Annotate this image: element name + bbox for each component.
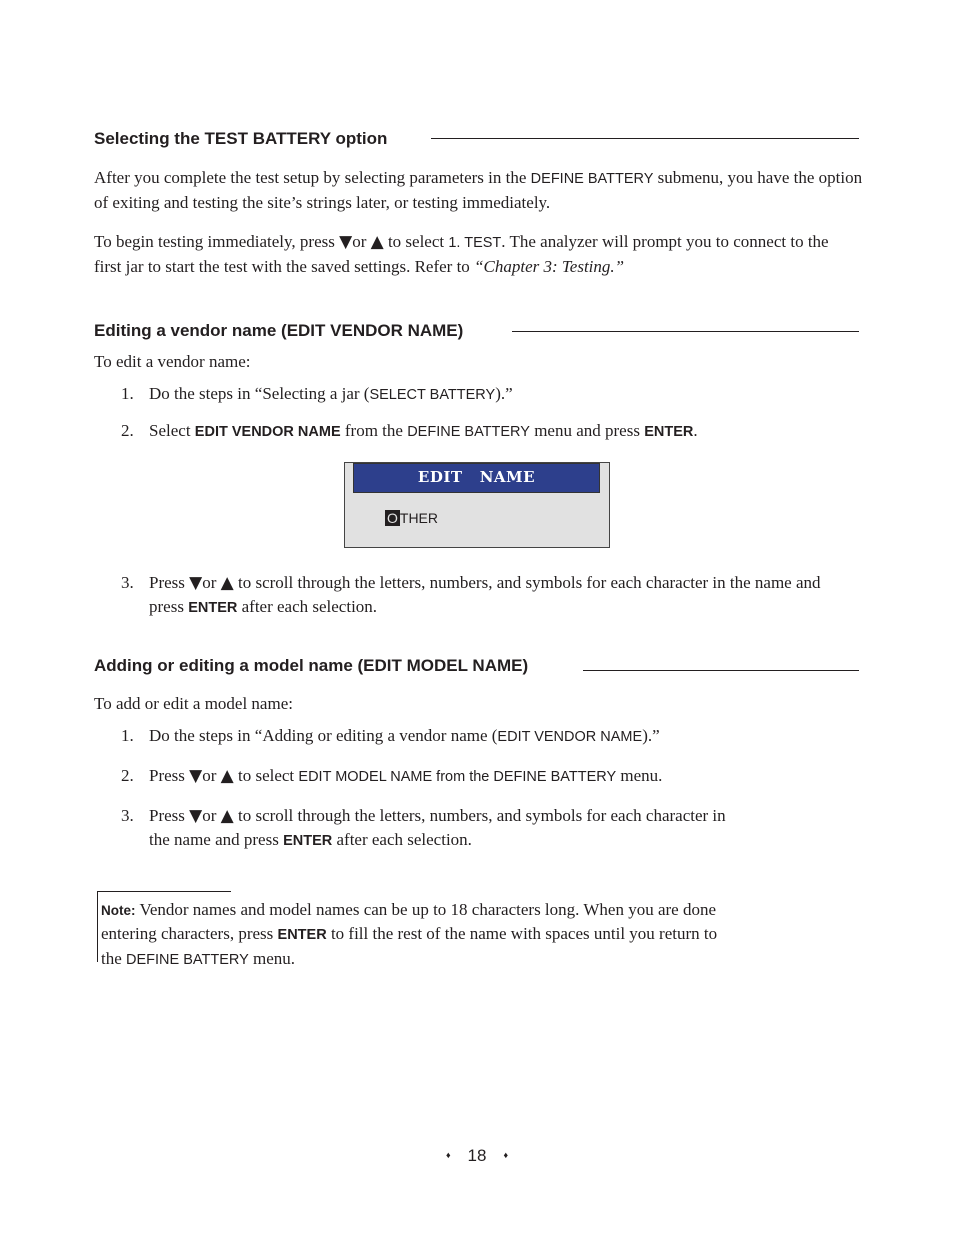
down-arrow-icon: ▼	[189, 766, 203, 786]
menu-name: SELECT BATTERY	[369, 387, 496, 403]
name-text: THER	[399, 510, 439, 526]
text: after each selection.	[332, 830, 472, 849]
up-arrow-icon: ▲	[220, 573, 234, 593]
key-name: ENTER	[277, 927, 327, 943]
step-number: 1.	[121, 726, 134, 745]
section-heading-edit-vendor-name: Editing a vendor name (EDIT VENDOR NAME)	[94, 321, 464, 340]
paragraph-begin-testing	[94, 230, 834, 278]
step-number: 1.	[121, 384, 134, 403]
menu-option: 1. TEST	[448, 235, 502, 251]
text: Vendor names and model names can be up to 18 characters long. When you are done entering characters, press	[101, 900, 716, 943]
step-number: 2.	[121, 766, 134, 785]
name-field-value	[385, 509, 438, 527]
step-text	[149, 804, 729, 853]
intro-edit-vendor: To edit a vendor name:	[94, 352, 251, 371]
step-text	[149, 419, 849, 444]
analyzer-screen	[344, 462, 610, 548]
menu-option: EDIT MODEL NAME from the DEFINE BATTERY	[298, 769, 617, 785]
menu-option: EDIT VENDOR NAME	[194, 424, 341, 440]
text: menu.	[616, 766, 663, 785]
text: Do the steps in “Adding or editing a vendor name (	[149, 726, 498, 745]
key-name: ENTER	[188, 600, 238, 616]
step-text	[149, 571, 839, 620]
up-arrow-icon: ▲	[220, 766, 234, 786]
heading-rule	[583, 670, 859, 671]
text: to select	[383, 232, 449, 251]
text: or	[202, 766, 221, 785]
text-cursor: O	[387, 510, 398, 526]
text: Select	[149, 421, 195, 440]
text: ).”	[642, 726, 660, 745]
step-text	[149, 382, 849, 407]
note-text	[101, 898, 731, 972]
up-arrow-icon: ▲	[370, 232, 384, 252]
text: to select	[233, 766, 299, 785]
text: menu.	[248, 949, 296, 968]
text: to fill the rest of the name with spaces until you return to the	[101, 924, 718, 968]
text: menu and press	[529, 421, 645, 440]
down-arrow-icon: ▼	[189, 573, 203, 593]
key-name: ENTER	[283, 833, 333, 849]
text: Press	[149, 766, 190, 785]
text: .	[693, 421, 698, 440]
step-number: 2.	[121, 421, 134, 440]
menu-name: EDIT VENDOR NAME	[497, 729, 643, 745]
footer-bullet: ♦	[445, 1150, 451, 1160]
note-border	[97, 892, 98, 962]
text: after each selection.	[237, 597, 378, 616]
heading-rule	[512, 331, 859, 332]
step-text	[149, 724, 849, 749]
text: to scroll through the letters, numbers, and symbols for each character in the name and press	[149, 806, 726, 849]
text: ).”	[495, 384, 513, 403]
paragraph-test-setup	[94, 166, 864, 214]
step-number: 3.	[121, 573, 134, 592]
text: . The analyzer will prompt you to connect to the first jar to start the test with the saved settings. Refer to	[94, 232, 829, 276]
intro-edit-model: To add or edit a model name:	[94, 694, 293, 713]
step-number: 3.	[121, 806, 134, 825]
note-label: Note:	[101, 903, 136, 918]
text: To begin testing immediately, press	[94, 232, 340, 251]
up-arrow-icon: ▲	[220, 806, 234, 826]
menu-name: DEFINE BATTERY	[530, 171, 654, 187]
text: submenu, you have the option of exiting and testing the site’s strings later, or testing immediately.	[94, 168, 863, 212]
text: Press	[149, 573, 190, 592]
section-heading-edit-model-name: Adding or editing a model name (EDIT MODEL NAME)	[94, 656, 529, 675]
menu-name: DEFINE BATTERY	[407, 424, 530, 440]
page-number: 18	[467, 1146, 487, 1165]
chapter-reference: “Chapter 3: Testing.”	[474, 257, 625, 276]
section-heading-test-battery: Selecting the TEST BATTERY option	[94, 129, 388, 148]
text: or	[202, 806, 221, 825]
step-text	[149, 764, 849, 789]
down-arrow-icon: ▼	[339, 232, 353, 252]
text: After you complete the test setup by selecting parameters in the	[94, 168, 531, 187]
down-arrow-icon: ▼	[189, 806, 203, 826]
text: or	[352, 232, 371, 251]
text: or	[202, 573, 221, 592]
note-rule	[97, 891, 231, 892]
menu-name: DEFINE BATTERY	[126, 952, 249, 968]
text: from the	[340, 421, 408, 440]
text: to scroll through the letters, numbers, and symbols for each character in the name and press	[149, 573, 821, 616]
text: Press	[149, 806, 190, 825]
screen-title: EDIT NAME	[353, 463, 600, 493]
text: Do the steps in “Selecting a jar (	[149, 384, 370, 403]
footer-bullet: ♦	[503, 1150, 509, 1160]
heading-rule	[431, 138, 859, 139]
key-name: ENTER	[644, 424, 694, 440]
page-footer	[0, 1144, 954, 1167]
